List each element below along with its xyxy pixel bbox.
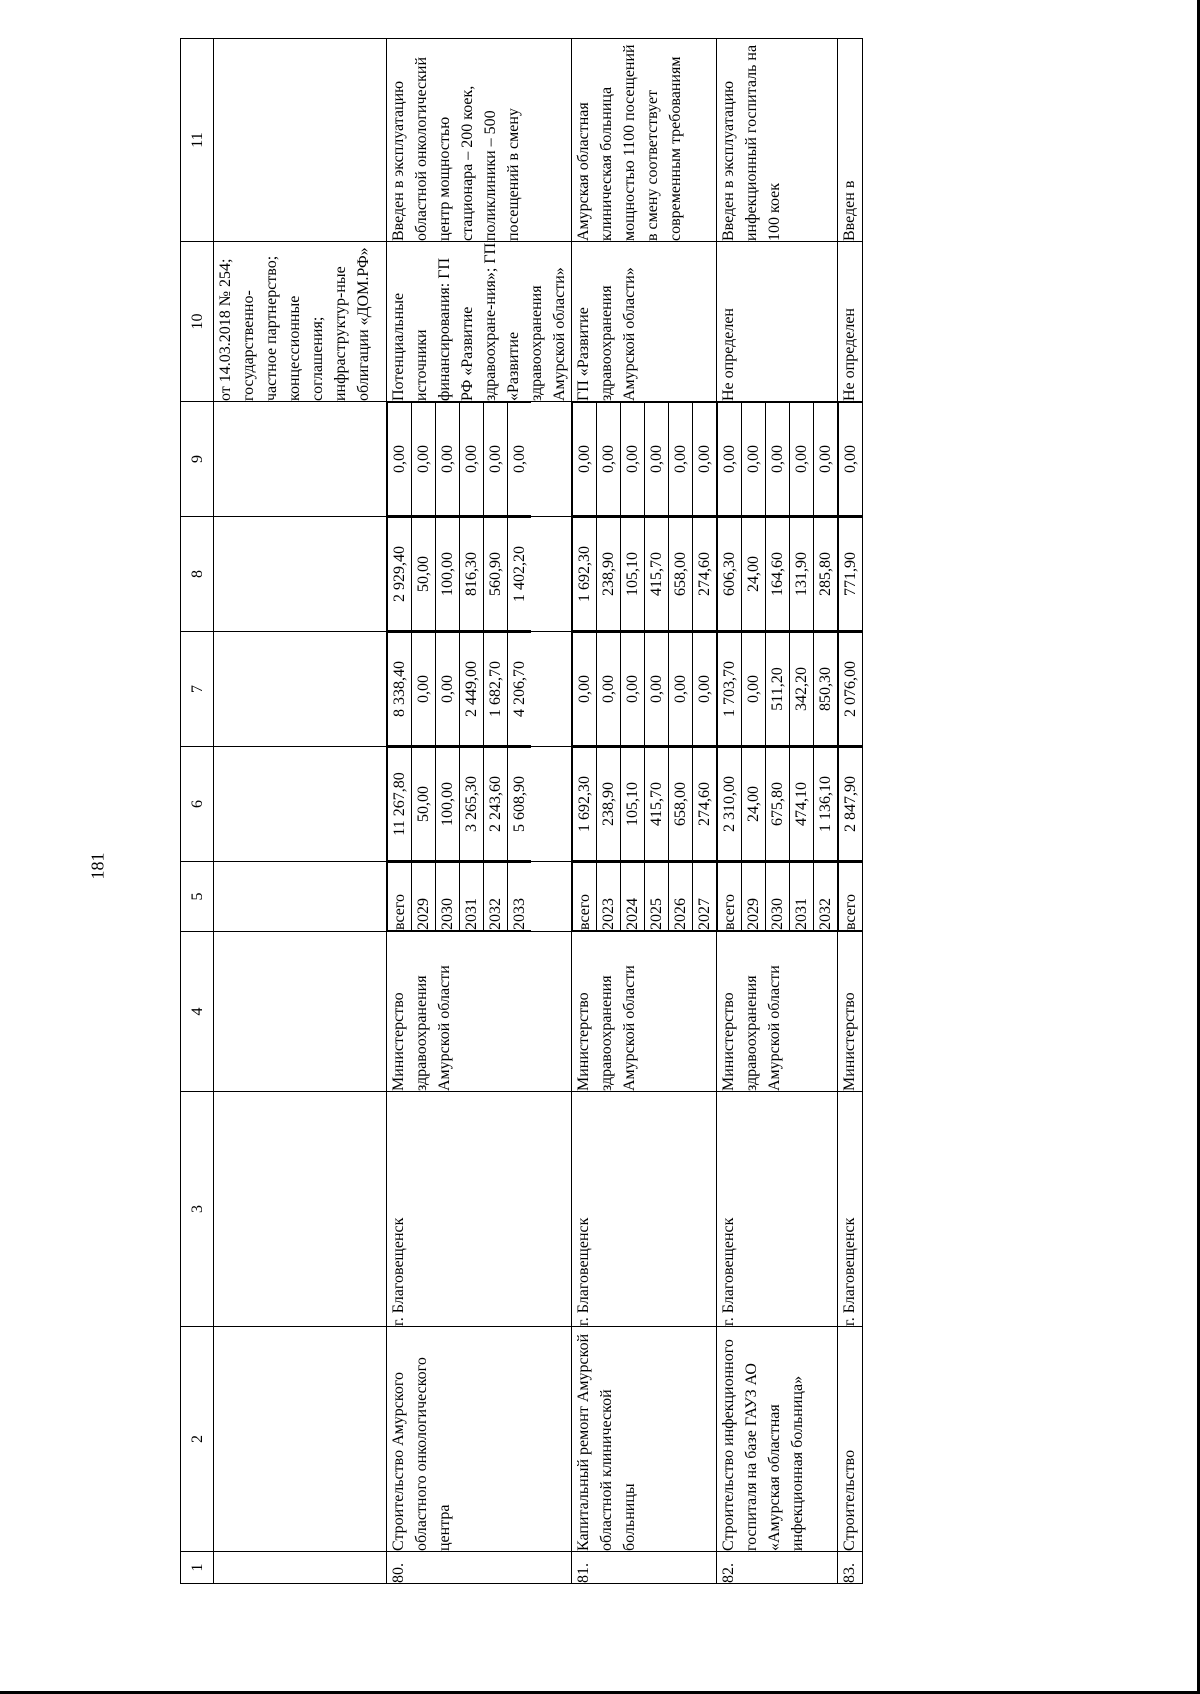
- value-col9: 0,00: [597, 403, 621, 516]
- value-col8: 131,90: [790, 518, 814, 631]
- value-col9: 0,00: [790, 403, 814, 516]
- header-cell: 8: [181, 517, 214, 632]
- rotated-table-container: [180, 39, 1020, 1584]
- table-row: [387, 39, 572, 1584]
- value-col8: 816,30: [460, 518, 484, 631]
- period-cell: 2032: [484, 863, 508, 931]
- value-col7: 0,00: [436, 633, 460, 746]
- value-col8: 606,30: [718, 518, 742, 631]
- expected-result: Амурская областная клиническая больница мощностью 1100 посещений в смену соответствует современным требованиям: [575, 44, 684, 241]
- value-col6: 1 692,30: [573, 748, 597, 861]
- responsible-body: Министерство здравоохранения Амурской области: [390, 965, 453, 1091]
- period-cell: 2024: [621, 863, 645, 931]
- period-cell: 2031: [460, 863, 484, 931]
- header-cell: 1: [181, 1552, 214, 1584]
- header-cell: 10: [181, 242, 214, 402]
- responsible-body: Министерство: [841, 992, 858, 1091]
- value-col8: 164,60: [766, 518, 790, 631]
- value-col6: 24,00: [742, 748, 766, 861]
- value-col9: 0,00: [621, 403, 645, 516]
- continued-funding-source: от 14.03.2018 № 254; государственно-частное партнерство; концессионные соглашения; инфраструктур-ные облигации «ДОМ.РФ»: [214, 242, 387, 402]
- value-col8: 274,60: [693, 518, 717, 631]
- value-col8: 100,00: [436, 518, 460, 631]
- value-col7-list: [572, 632, 716, 746]
- value-col9-list: [387, 402, 531, 516]
- funding-source: Не определен: [720, 308, 737, 401]
- value-col9: 0,00: [766, 403, 790, 516]
- funding-source: ГП «Развитие здравоохранения Амурской области»: [575, 267, 638, 401]
- value-col6: 2 847,90: [839, 748, 863, 861]
- value-col9: 0,00: [645, 403, 669, 516]
- period-cell: 2025: [645, 863, 669, 931]
- value-col7-list: [838, 632, 862, 746]
- header-cell: 5: [181, 862, 214, 932]
- value-col6: 100,00: [436, 748, 460, 861]
- value-col8: 238,90: [597, 518, 621, 631]
- value-col7: 1 703,70: [718, 633, 742, 746]
- period-cell: 2033: [508, 863, 532, 931]
- value-col6: 105,10: [621, 748, 645, 861]
- value-col7: 0,00: [742, 633, 766, 746]
- project-name: Строительство инфекционного госпиталя на базе ГАУЗ АО «Амурская областная инфекционная больница»: [720, 1339, 806, 1551]
- value-col8: 2 929,40: [388, 518, 412, 631]
- period-cell: 2029: [742, 863, 766, 931]
- value-col8: 658,00: [669, 518, 693, 631]
- value-col7: 8 338,40: [388, 633, 412, 746]
- header-cell: 7: [181, 632, 214, 747]
- period-cell: 2030: [766, 863, 790, 931]
- value-col6: 50,00: [412, 748, 436, 861]
- expected-result: Введен в эксплуатацию областной онкологический центр мощностью стационара – 200 коек, поликлиники – 500 посещений в смену: [390, 56, 522, 241]
- value-col6: 474,10: [790, 748, 814, 861]
- period-cell: 2029: [412, 863, 436, 931]
- value-col7: 342,20: [790, 633, 814, 746]
- value-col8: 1 692,30: [573, 518, 597, 631]
- header-cell: 6: [181, 747, 214, 862]
- value-col6-list: [387, 747, 531, 861]
- value-col7: 0,00: [412, 633, 436, 746]
- value-col6: 1 136,10: [814, 748, 838, 861]
- value-col8: 415,70: [645, 518, 669, 631]
- value-col8: 560,90: [484, 518, 508, 631]
- project-location: г. Благовещенск: [841, 1217, 858, 1326]
- value-col8: 24,00: [742, 518, 766, 631]
- value-col8-list: [572, 517, 716, 631]
- value-col6: 5 608,90: [508, 748, 532, 861]
- expected-result: Введен в: [841, 180, 858, 241]
- value-col7: 4 206,70: [508, 633, 532, 746]
- value-col7: 0,00: [573, 633, 597, 746]
- value-col6: 675,80: [766, 748, 790, 861]
- table-row: [572, 39, 717, 1584]
- value-col6: 3 265,30: [460, 748, 484, 861]
- value-col6-list: [572, 747, 716, 861]
- value-col6-list: [717, 747, 837, 861]
- value-col9: 0,00: [742, 403, 766, 516]
- value-col7: 0,00: [693, 633, 717, 746]
- value-col9: 0,00: [484, 403, 508, 516]
- period-cell: всего: [388, 863, 412, 931]
- period-cell-list: [572, 862, 716, 931]
- row-number: 80.: [390, 1563, 407, 1583]
- value-col8: 285,80: [814, 518, 838, 631]
- period-cell-list: [387, 862, 531, 931]
- value-col9-list: [717, 402, 837, 516]
- value-col7: 511,20: [766, 633, 790, 746]
- value-col6: 274,60: [693, 748, 717, 861]
- value-col9: 0,00: [388, 403, 412, 516]
- period-cell: всего: [573, 863, 597, 931]
- value-col8-list: [387, 517, 531, 631]
- page-number: 181: [87, 852, 108, 880]
- investment-projects-table: [180, 38, 863, 1584]
- value-col7-list: [387, 632, 531, 746]
- header-cell: 4: [181, 932, 214, 1092]
- project-location: г. Благовещенск: [720, 1217, 737, 1326]
- value-col9: 0,00: [573, 403, 597, 516]
- period-cell: 2023: [597, 863, 621, 931]
- header-cell: 11: [181, 39, 214, 242]
- period-cell: 2026: [669, 863, 693, 931]
- value-col9: 0,00: [718, 403, 742, 516]
- period-cell: всего: [718, 863, 742, 931]
- value-col9: 0,00: [508, 403, 532, 516]
- value-col6: 2 243,60: [484, 748, 508, 861]
- value-col8: 105,10: [621, 518, 645, 631]
- value-col7: 2 449,00: [460, 633, 484, 746]
- period-cell: 2032: [814, 863, 838, 931]
- project-name: Капитальный ремонт Амурской областной клинической больницы: [575, 1333, 638, 1551]
- value-col6-list: [838, 747, 862, 861]
- value-col8-list: [717, 517, 837, 631]
- period-cell-list: [838, 862, 862, 931]
- value-col6: 415,70: [645, 748, 669, 861]
- table-row: [717, 39, 838, 1584]
- expected-result: Введен в эксплуатацию инфекционный госпиталь на 100 коек: [720, 44, 783, 241]
- value-col9-list: [572, 402, 716, 516]
- row-number: 82.: [720, 1563, 737, 1583]
- value-col7: 0,00: [597, 633, 621, 746]
- period-cell: 2027: [693, 863, 717, 931]
- value-col8: 1 402,20: [508, 518, 532, 631]
- header-cell: 9: [181, 402, 214, 517]
- period-cell-list: [717, 862, 837, 931]
- header-cell: 2: [181, 1327, 214, 1552]
- value-col7: 0,00: [645, 633, 669, 746]
- value-col7: 850,30: [814, 633, 838, 746]
- value-col6: 658,00: [669, 748, 693, 861]
- row-number: 81.: [575, 1563, 592, 1583]
- responsible-body: Министерство здравоохранения Амурской области: [720, 965, 783, 1091]
- project-name: Строительство: [841, 1449, 858, 1551]
- value-col7: 2 076,00: [839, 633, 863, 746]
- value-col7: 1 682,70: [484, 633, 508, 746]
- value-col8-list: [838, 517, 862, 631]
- value-col6: 11 267,80: [388, 748, 412, 861]
- value-col9: 0,00: [839, 403, 863, 516]
- value-col8: 50,00: [412, 518, 436, 631]
- value-col9-list: [838, 402, 862, 516]
- value-col9: 0,00: [693, 403, 717, 516]
- funding-source: Не определен: [841, 308, 858, 401]
- table-row: [838, 39, 863, 1584]
- value-col7-list: [717, 632, 837, 746]
- period-cell: 2030: [436, 863, 460, 931]
- value-col9: 0,00: [460, 403, 484, 516]
- value-col9: 0,00: [412, 403, 436, 516]
- value-col6: 2 310,00: [718, 748, 742, 861]
- value-col7: 0,00: [621, 633, 645, 746]
- responsible-body: Министерство здравоохранения Амурской области: [575, 965, 638, 1091]
- value-col8: 771,90: [839, 518, 863, 631]
- value-col9: 0,00: [669, 403, 693, 516]
- project-location: г. Благовещенск: [575, 1217, 592, 1326]
- value-col9: 0,00: [436, 403, 460, 516]
- funding-source: Потенциальные источники финансирования: ГП РФ «Развитие здравоохране-ния»; ГП «Развитие здравоохранения Амурской области»: [390, 242, 568, 401]
- value-col6: 238,90: [597, 748, 621, 861]
- header-cell: 3: [181, 1092, 214, 1327]
- project-location: г. Благовещенск: [390, 1217, 407, 1326]
- value-col9: 0,00: [814, 403, 838, 516]
- value-col7: 0,00: [669, 633, 693, 746]
- project-name: Строительство Амурского областного онкологического центра: [390, 1357, 453, 1551]
- period-cell: всего: [839, 863, 863, 931]
- period-cell: 2031: [790, 863, 814, 931]
- header-row: [181, 39, 214, 1584]
- continuation-row: [214, 39, 387, 1584]
- row-number: 83.: [841, 1563, 858, 1583]
